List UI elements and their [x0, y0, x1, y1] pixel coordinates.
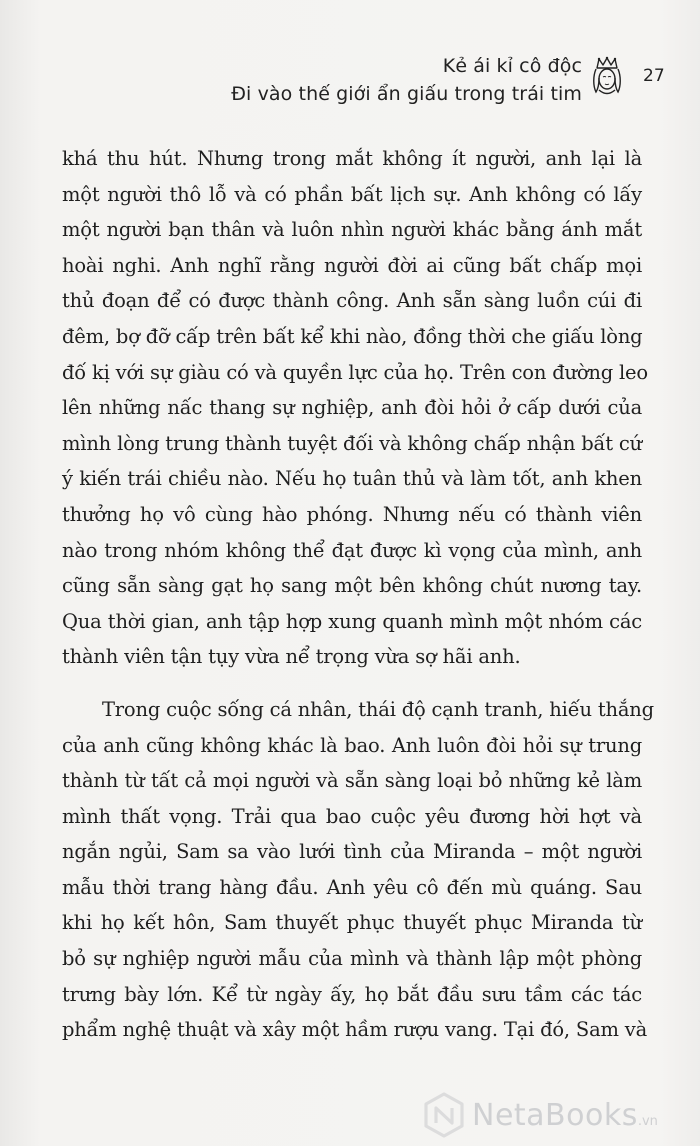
watermark-brand — [472, 1098, 658, 1133]
watermark-brand-suffix: .vn — [637, 1114, 658, 1129]
text-line: thành viên tận tụy vừa nể trọng vừa sợ hãi anh. — [62, 645, 521, 669]
paragraph-1 — [62, 141, 648, 675]
text-line: mình lòng trung thành tuyệt đối và không chấp nhận bất cứ — [62, 431, 642, 455]
text-line: lên những nấc thang sự nghiệp, anh đòi hỏi ở cấp dưới của — [62, 396, 642, 420]
text-line: một người bạn thân và luôn nhìn người khác bằng ánh mắt — [62, 218, 642, 242]
text-line: một người thô lỗ và có phần bất lịch sự. Anh không có lấy — [62, 182, 642, 206]
text-line: phẩm nghệ thuật và xây một hầm rượu vang. Tại đó, Sam và — [62, 1018, 648, 1042]
book-subtitle: Đi vào thế giới ẩn giấu trong trái tim — [231, 83, 582, 105]
text-line: Trong cuộc sống cá nhân, thái độ cạnh tranh, hiếu thắng — [102, 697, 654, 721]
text-line: ngắn ngủi, Sam sa vào lưới tình của Miranda – một người — [62, 840, 642, 864]
paragraph-2 — [62, 692, 654, 1048]
book-title: Kẻ ái kỉ cô độc — [442, 55, 582, 77]
text-line: cũng sẵn sàng gạt họ sang một bên không chút nương tay. — [62, 574, 642, 598]
text-line: bỏ sự nghiệp người mẫu của mình và thành lập một phòng — [62, 947, 642, 971]
watermark-brand-name: NetaBooks — [472, 1098, 638, 1133]
running-header — [231, 52, 582, 108]
text-line: nào trong nhóm không thể đạt được kì vọng của mình, anh — [62, 538, 642, 562]
text-line: khá thu hút. Nhưng trong mắt không ít người, anh lại là — [62, 147, 642, 170]
body-text — [62, 141, 654, 1048]
text-line: mẫu thời trang hàng đầu. Anh yêu cô đến mù quáng. Sau — [62, 875, 642, 899]
text-line: thưởng họ vô cùng hào phóng. Nhưng nếu có thành viên — [62, 502, 642, 526]
queen-head-icon — [590, 56, 624, 98]
text-line: mình thất vọng. Trải qua bao cuộc yêu đương hời hợt và — [62, 804, 642, 828]
text-line: Qua thời gian, anh tập hợp xung quanh mình một nhóm các — [62, 609, 642, 633]
text-line: đố kị với sự giàu có và quyền lực của họ. Trên con đường leo — [62, 360, 648, 384]
text-line: khi họ kết hôn, Sam thuyết phục thuyết phục Miranda từ — [62, 911, 642, 935]
text-line: ý kiến trái chiều nào. Nếu họ tuân thủ và làm tốt, anh khen — [62, 467, 642, 491]
text-line: thành từ tất cả mọi người và sẵn sàng loại bỏ những kẻ làm — [62, 769, 642, 793]
text-line: thủ đoạn để có được thành công. Anh sẵn sàng luồn cúi đi — [62, 289, 642, 313]
paragraph-spacer — [62, 675, 642, 692]
page-number: 27 — [643, 66, 665, 86]
text-line: trưng bày lớn. Kể từ ngày ấy, họ bắt đầu sưu tầm các tác — [62, 982, 642, 1006]
text-line: của anh cũng không khác là bao. Anh luôn đòi hỏi sự trung — [62, 733, 642, 757]
text-line: đêm, bợ đỡ cấp trên bất kể khi nào, đồng thời che giấu lòng — [62, 324, 643, 348]
text-line: hoài nghi. Anh nghĩ rằng người đời ai cũng bất chấp mọi — [62, 253, 642, 277]
